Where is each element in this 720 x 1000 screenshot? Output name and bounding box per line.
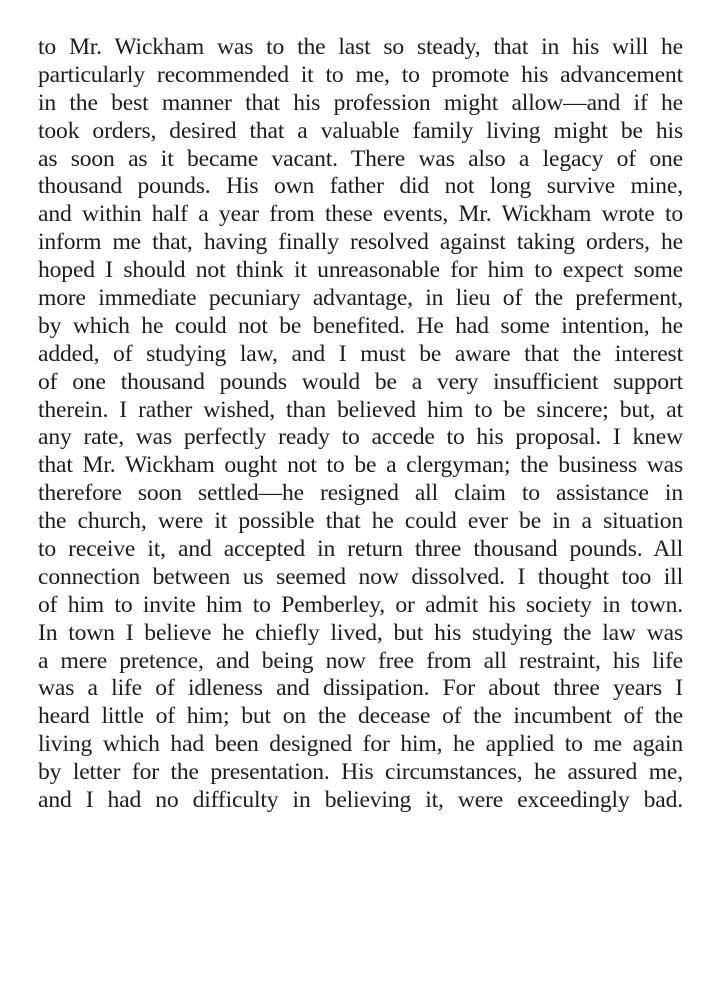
text-line: by letter for the presentation. His circumstances, he assured me, <box>38 759 683 786</box>
text-line: particularly recommended it to me, to promote his advancement <box>38 61 683 88</box>
text-line: heard little of him; but on the decease of the incumbent of the <box>38 703 683 730</box>
text-line: to Mr. Wickham was to the last so steady, that in his will he <box>38 34 683 60</box>
text-line: a mere pretence, and being now free from all restraint, his life <box>38 647 683 674</box>
text-line: was a life of idleness and dissipation. For about three years I <box>38 675 683 702</box>
text-line: by which he could not be benefited. He had some intention, he <box>38 312 683 339</box>
text-line: as soon as it became vacant. There was also a legacy of one <box>38 145 683 172</box>
text-line: connection between us seemed now dissolved. I thought too ill <box>38 563 683 590</box>
text-line: of one thousand pounds would be a very insufficient support <box>38 368 683 395</box>
text-line: more immediate pecuniary advantage, in lieu of the preferment, <box>38 285 683 312</box>
text-line: therefore soon settled—he resigned all claim to assistance in <box>38 480 683 507</box>
text-line: that Mr. Wickham ought not to be a clergyman; the business was <box>38 452 683 479</box>
text-line: added, of studying law, and I must be aware that the interest <box>38 340 683 367</box>
text-line: In town I believe he chiefly lived, but his studying the law was <box>38 619 683 646</box>
text-line: hoped I should not think it unreasonable for him to expect some <box>38 257 683 284</box>
text-line: inform me that, having finally resolved against taking orders, he <box>38 229 683 256</box>
text-line: to receive it, and accepted in return three thousand pounds. All <box>38 536 683 563</box>
text-line: therein. I rather wished, than believed him to be sincere; but, at <box>38 396 683 423</box>
text-line: and I had no difficulty in believing it, were exceedingly bad. <box>38 787 683 814</box>
text-page <box>38 34 683 815</box>
text-line: living which had been designed for him, he applied to me again <box>38 731 683 758</box>
text-line: in the best manner that his profession might allow—and if he <box>38 89 683 116</box>
text-line: the church, were it possible that he could ever be in a situation <box>38 508 683 535</box>
text-line: thousand pounds. His own father did not long survive mine, <box>38 173 683 200</box>
text-line: of him to invite him to Pemberley, or admit his society in town. <box>38 591 683 618</box>
text-line: took orders, desired that a valuable family living might be his <box>38 117 683 144</box>
text-line: and within half a year from these events, Mr. Wickham wrote to <box>38 201 683 228</box>
text-line: any rate, was perfectly ready to accede to his proposal. I knew <box>38 424 683 451</box>
